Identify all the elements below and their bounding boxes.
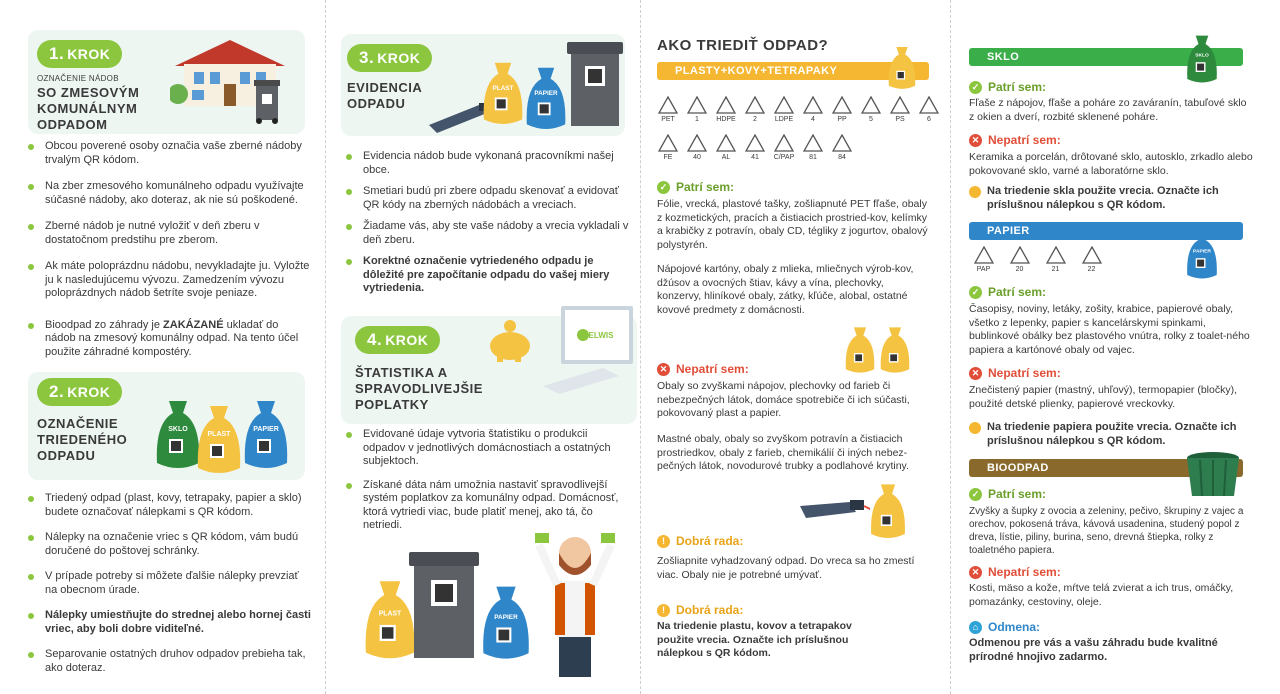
home-icon: ⌂ bbox=[969, 621, 982, 634]
nepatri-sem-label: ✕ Nepatrí sem: bbox=[969, 565, 1061, 579]
step4-pill: 4. KROK bbox=[355, 326, 440, 354]
nepatri-sem-text: Keramika a porcelán, drôtované sklo, autosklo, zrkadlo alebo pokovované sklo, varné a laboratórne sklo. bbox=[969, 151, 1253, 177]
recycling-symbols-row1 bbox=[654, 96, 944, 123]
sklo-bar: SKLO bbox=[969, 48, 1243, 66]
compost-bin-icon bbox=[1182, 452, 1244, 505]
recycling-symbol-label: 22 bbox=[1087, 266, 1096, 273]
list-item: V prípade potreby si môžete ďalšie nálepky prevziať na obecnom úrade. bbox=[27, 570, 312, 597]
recycling-symbol-icon bbox=[770, 134, 798, 161]
list-item: Na zber zmesového komunálneho odpadu využívajte súčasné nádoby, ako doteraz, ak nie sú poškodené. bbox=[27, 180, 312, 207]
nepatri-sem-label: ✕ Nepatrí sem: bbox=[657, 362, 749, 376]
recycling-symbol-label: PP bbox=[837, 116, 847, 123]
patri-sem-text: Fľaše z nápojov, fľaše a poháre zo zaváranín, tabuľové sklo z okien a dverí, rozbité sklenené poháre. bbox=[969, 97, 1247, 123]
svg-text:PAPIER: PAPIER bbox=[534, 90, 558, 98]
step3-list bbox=[345, 150, 630, 309]
yellow-bag-icon bbox=[868, 478, 908, 542]
list-item: Žiadame vás, aby ste vaše nádoby a vrecia vykladali v deň zberu. bbox=[345, 220, 630, 247]
step4-title: ŠTATISTIKA A SPRAVODLIVEJŠIE POPLATKY bbox=[355, 365, 483, 412]
recycling-symbol-label: PS bbox=[895, 116, 905, 123]
cross-icon: ✕ bbox=[969, 566, 982, 579]
odmena-text: Odmenou pre vás a vašu záhradu bude kvalitné prírodné hnojivo zadarmo. bbox=[969, 637, 1218, 663]
recycling-symbol-icon bbox=[857, 96, 885, 123]
recycling-symbol-label: 5 bbox=[869, 116, 873, 123]
step3-title: EVIDENCIA ODPADU bbox=[347, 80, 422, 111]
recycling-symbol-label: C/PAP bbox=[773, 154, 795, 161]
yellow-bag-icon bbox=[878, 322, 912, 376]
step2-list bbox=[27, 492, 312, 688]
column-steps-1-2 bbox=[0, 0, 325, 694]
recycling-symbol-label: 40 bbox=[693, 154, 701, 161]
lightbulb-icon bbox=[969, 422, 981, 434]
yellow-bag-icon bbox=[843, 322, 877, 376]
lightbulb-icon: ! bbox=[657, 604, 670, 617]
papier-note: Na triedenie papiera použite vrecia. Označte ich príslušnou nálepkou s QR kódom. bbox=[987, 420, 1257, 448]
step3-pill: 3. KROK bbox=[347, 44, 432, 72]
step2-title: OZNAČENIE TRIEDENÉHO ODPADU bbox=[37, 416, 128, 463]
recycling-symbol-icon bbox=[828, 96, 856, 123]
patri-sem-text: Časopisy, noviny, letáky, zošity, krabice, papierové obaly, všetko z lepenky, papier s kancelárskymi spinkami, bublinkové obálky bez plastového vnútra, rolky z toalet-ného papiera a kartónové obaly od vajec. bbox=[969, 303, 1250, 356]
yellow-bag-icon bbox=[885, 42, 919, 92]
recycling-symbol-icon bbox=[683, 134, 711, 161]
dobra-rada-label: ! Dobrá rada: bbox=[657, 603, 743, 617]
recycling-symbol-label: 1 bbox=[695, 116, 699, 123]
recycling-symbol-label: LDPE bbox=[774, 116, 794, 123]
plast-bag-icon bbox=[482, 55, 524, 129]
recycling-symbol-label: PAP bbox=[976, 266, 991, 273]
dobra-rada-text: Na triedenie plastu, kovov a tetrapakov použite vrecia. Označte ich príslušnou nálepkou s QR kódom. bbox=[657, 620, 852, 659]
list-item: Bioodpad zo záhrady je ZAKÁZANÉ ukladať do nádob na zmesový komunálny odpad. Na tento účel použite záhradné kompostéry. bbox=[27, 319, 312, 360]
cross-icon: ✕ bbox=[969, 367, 982, 380]
plastics-bar: PLASTY+KOVY+TETRAPAKY bbox=[657, 62, 929, 80]
step1-pill: 1. KROK bbox=[37, 40, 122, 68]
recycling-symbol-icon bbox=[1038, 246, 1073, 273]
list-item: Evidencia nádob bude vykonaná pracovníkmi našej obce. bbox=[345, 150, 630, 177]
patri-sem-text: Fólie, vrecká, plastové tašky, zošliapnuté PET fľaše, obaly z kozmetických, pracích a čistiacich prostried-kov, kelímky a krabičky z potravín, obaly CD, tégliky z jogurtov, obalový polystyrén. bbox=[657, 198, 928, 251]
nepatri-sem-label: ✕ Nepatrí sem: bbox=[969, 366, 1061, 380]
cross-icon: ✕ bbox=[969, 134, 982, 147]
lightbulb-icon: ! bbox=[657, 535, 670, 548]
svg-text:PAPIER: PAPIER bbox=[1193, 249, 1211, 255]
recycling-symbol-icon bbox=[1074, 246, 1109, 273]
piggy-bank-icon bbox=[485, 318, 535, 369]
svg-text:ELWIS: ELWIS bbox=[588, 331, 614, 340]
step1-list bbox=[27, 140, 312, 372]
recycling-symbol-icon bbox=[770, 96, 798, 123]
check-icon: ✓ bbox=[969, 286, 982, 299]
list-item: Ak máte poloprázdnu nádobu, nevykladajte ju. Vyložte ju k nasledujúcemu vývozu. Zamedzením vývozu poloprázdnych nádob šetríte svoje peniaze. bbox=[27, 260, 312, 301]
recycling-symbol-icon bbox=[741, 96, 769, 123]
column-steps-3-4 bbox=[325, 0, 640, 694]
odmena-label: ⌂ Odmena: bbox=[969, 620, 1040, 634]
recycling-symbol-icon bbox=[712, 134, 740, 161]
scanner-icon bbox=[800, 498, 870, 539]
step1-title: SO ZMESOVÝM KOMUNÁLNYM ODPADOM bbox=[37, 85, 140, 132]
patri-sem-text: Zvyšky a šupky z ovocia a zeleniny, pečivo, škrupiny z vajec a orechov, pokosená tráva, kávová usadenina, studený popol z dreva, lístie, piliny, burina, seno, drevná štiepka, rolky z toaletného papiera. bbox=[969, 506, 1244, 556]
svg-text:SKLO: SKLO bbox=[168, 426, 188, 433]
nepatri-sem-text: Znečistený papier (mastný, uhľový), termopapier (bločky), použité detské plienky, papierové vreckovky. bbox=[969, 384, 1237, 410]
patri-sem-label: ✓ Patrí sem: bbox=[657, 180, 734, 194]
recycling-symbol-icon bbox=[799, 96, 827, 123]
column-plastics bbox=[640, 0, 950, 694]
waste-bin-icon bbox=[254, 80, 280, 129]
happy-man-illustration bbox=[535, 525, 615, 690]
recycling-symbol-label: 4 bbox=[811, 116, 815, 123]
recycling-symbol-label: 6 bbox=[927, 116, 931, 123]
papier-bag-icon bbox=[525, 60, 567, 134]
check-icon: ✓ bbox=[969, 81, 982, 94]
lightbulb-icon bbox=[969, 186, 981, 198]
recycling-symbol-icon bbox=[886, 96, 914, 123]
waste-bin-icon bbox=[567, 42, 623, 137]
patri-sem-label: ✓ Patrí sem: bbox=[969, 285, 1046, 299]
bioodpad-bar: BIOODPAD bbox=[969, 459, 1243, 477]
nepatri-sem-text: Mastné obaly, obaly so zvyškom potravín a čistiacich prostriedkov, obaly z farieb, chemikálií či iných nebez-pečných látok, novodurové trubky a podlahové krytiny. bbox=[657, 433, 909, 472]
plast-bag-icon bbox=[196, 398, 242, 478]
list-item: Smetiari budú pri zbere odpadu skenovať a evidovať QR kódy na zberných nádobách a vreciach. bbox=[345, 185, 630, 212]
recycling-symbol-label: HDPE bbox=[716, 116, 736, 123]
svg-text:PAPIER: PAPIER bbox=[494, 613, 518, 621]
check-icon: ✓ bbox=[657, 181, 670, 194]
list-item: Získané dáta nám umožnia nastaviť spravodlivejší systém poplatkov za komunálny odpad. Domácnosť, ktorá vytriedi viac, bude platiť menej, ako tá, čo netriedi. bbox=[345, 479, 630, 533]
column-glass-paper-bio bbox=[950, 0, 1280, 694]
patri-sem-text: Nápojové kartóny, obaly z mlieka, mliečnych výrob-kov, džúsov a ovocných štiav, kávy a vína, plechovky, konzervy, hliníkové obaly, zátky, kľúče, alobal, ostatné kovové predmety z domácnosti. bbox=[657, 263, 914, 316]
recycling-symbol-icon bbox=[683, 96, 711, 123]
patri-sem-label: ✓ Patrí sem: bbox=[969, 487, 1046, 501]
recycling-symbol-label: PET bbox=[661, 116, 675, 123]
recycling-symbol-icon bbox=[1002, 246, 1037, 273]
step2-pill: 2. KROK bbox=[37, 378, 122, 406]
recycling-symbol-label: 84 bbox=[838, 154, 846, 161]
step1-subtitle: OZNAČENIE NÁDOB bbox=[37, 74, 119, 83]
recycling-symbol-label: AL bbox=[721, 154, 731, 161]
list-item: Nálepky na označenie vriec s QR kódom, vám budú doručené do poštovej schránky. bbox=[27, 531, 312, 558]
recycling-symbol-label: 41 bbox=[751, 154, 759, 161]
check-icon: ✓ bbox=[969, 488, 982, 501]
recycling-symbol-icon bbox=[654, 134, 682, 161]
cross-icon: ✕ bbox=[657, 363, 670, 376]
list-item: Separovanie ostatných druhov odpadov prebieha tak, ako doteraz. bbox=[27, 648, 312, 675]
recycling-symbol-label: 20 bbox=[1015, 266, 1024, 273]
monitor-icon bbox=[543, 306, 633, 401]
papier-bag-icon bbox=[243, 393, 289, 473]
recycling-symbol-label: 21 bbox=[1051, 266, 1060, 273]
svg-text:SKLO: SKLO bbox=[1195, 53, 1209, 59]
svg-text:PLAST: PLAST bbox=[207, 431, 231, 438]
sorting-heading: AKO TRIEDIŤ ODPAD? bbox=[657, 37, 829, 54]
papier-bag-icon bbox=[481, 578, 531, 664]
patri-sem-label: ✓ Patrí sem: bbox=[969, 80, 1046, 94]
recycling-symbol-icon bbox=[654, 96, 682, 123]
glass-bag-icon bbox=[155, 393, 201, 473]
list-item: Evidované údaje vytvoria štatistiku o produkcii odpadov v jednotlivých domácnostiach a ostatných subjektoch. bbox=[345, 428, 630, 469]
recycling-symbol-icon bbox=[966, 246, 1001, 273]
recycling-symbol-icon bbox=[712, 96, 740, 123]
recycling-symbol-label: 2 bbox=[753, 116, 757, 123]
paper-symbols-row bbox=[966, 246, 1110, 273]
recycling-symbol-icon bbox=[741, 134, 769, 161]
glass-bag-icon bbox=[1182, 30, 1222, 86]
recycling-symbol-icon bbox=[828, 134, 856, 161]
nepatri-sem-text: Obaly so zvyškami nápojov, plechovky od farieb či nebezpečných látok, domáce spotrebiče či ich súčasti, pokovovaný plast a papier. bbox=[657, 380, 910, 419]
nepatri-sem-text: Kosti, mäso a kože, mŕtve telá zvierat a ich trus, omáčky, pomazánky, cestoviny, oleje. bbox=[969, 582, 1234, 608]
recycling-symbols-row2 bbox=[654, 134, 857, 161]
sklo-note: Na triedenie skla použite vrecia. Označte ich príslušnou nálepkou s QR kódom. bbox=[987, 184, 1257, 212]
recycling-symbol-label: 81 bbox=[809, 154, 817, 161]
list-item: Nálepky umiestňujte do strednej alebo hornej časti vriec, aby boli dobre viditeľné. bbox=[27, 609, 312, 636]
dobra-rada-label: ! Dobrá rada: bbox=[657, 534, 743, 548]
list-item: Obcou poverené osoby označia vaše zberné nádoby trvalým QR kódom. bbox=[27, 140, 312, 167]
list-item: Korektné označenie vytriedeného odpadu je dôležité pre započítanie odpadu do vašej miery vytriedenia. bbox=[345, 255, 630, 296]
svg-text:PLAST: PLAST bbox=[492, 85, 514, 93]
svg-text:PLAST: PLAST bbox=[378, 610, 402, 618]
recycling-symbol-icon bbox=[799, 134, 827, 161]
recycling-symbol-icon bbox=[915, 96, 943, 123]
nepatri-sem-label: ✕ Nepatrí sem: bbox=[969, 133, 1061, 147]
waste-bin-icon bbox=[409, 552, 479, 669]
dobra-rada-text: Zošliapnite vyhadzovaný odpad. Do vreca sa ho zmestí viac. Obaly nie je potrebné umývať. bbox=[657, 555, 915, 581]
svg-text:PAPIER: PAPIER bbox=[253, 426, 279, 433]
papier-bar: PAPIER bbox=[969, 222, 1243, 240]
papier-bag-icon bbox=[1182, 226, 1222, 282]
list-item: Zberné nádob je nutné vyložiť v deň zberu v dostatočnom predstihu pre zberom. bbox=[27, 220, 312, 247]
list-item: Triedený odpad (plast, kovy, tetrapaky, papier a sklo) budete označovať nálepkami s QR kódom. bbox=[27, 492, 312, 519]
recycling-symbol-label: FE bbox=[663, 154, 673, 161]
